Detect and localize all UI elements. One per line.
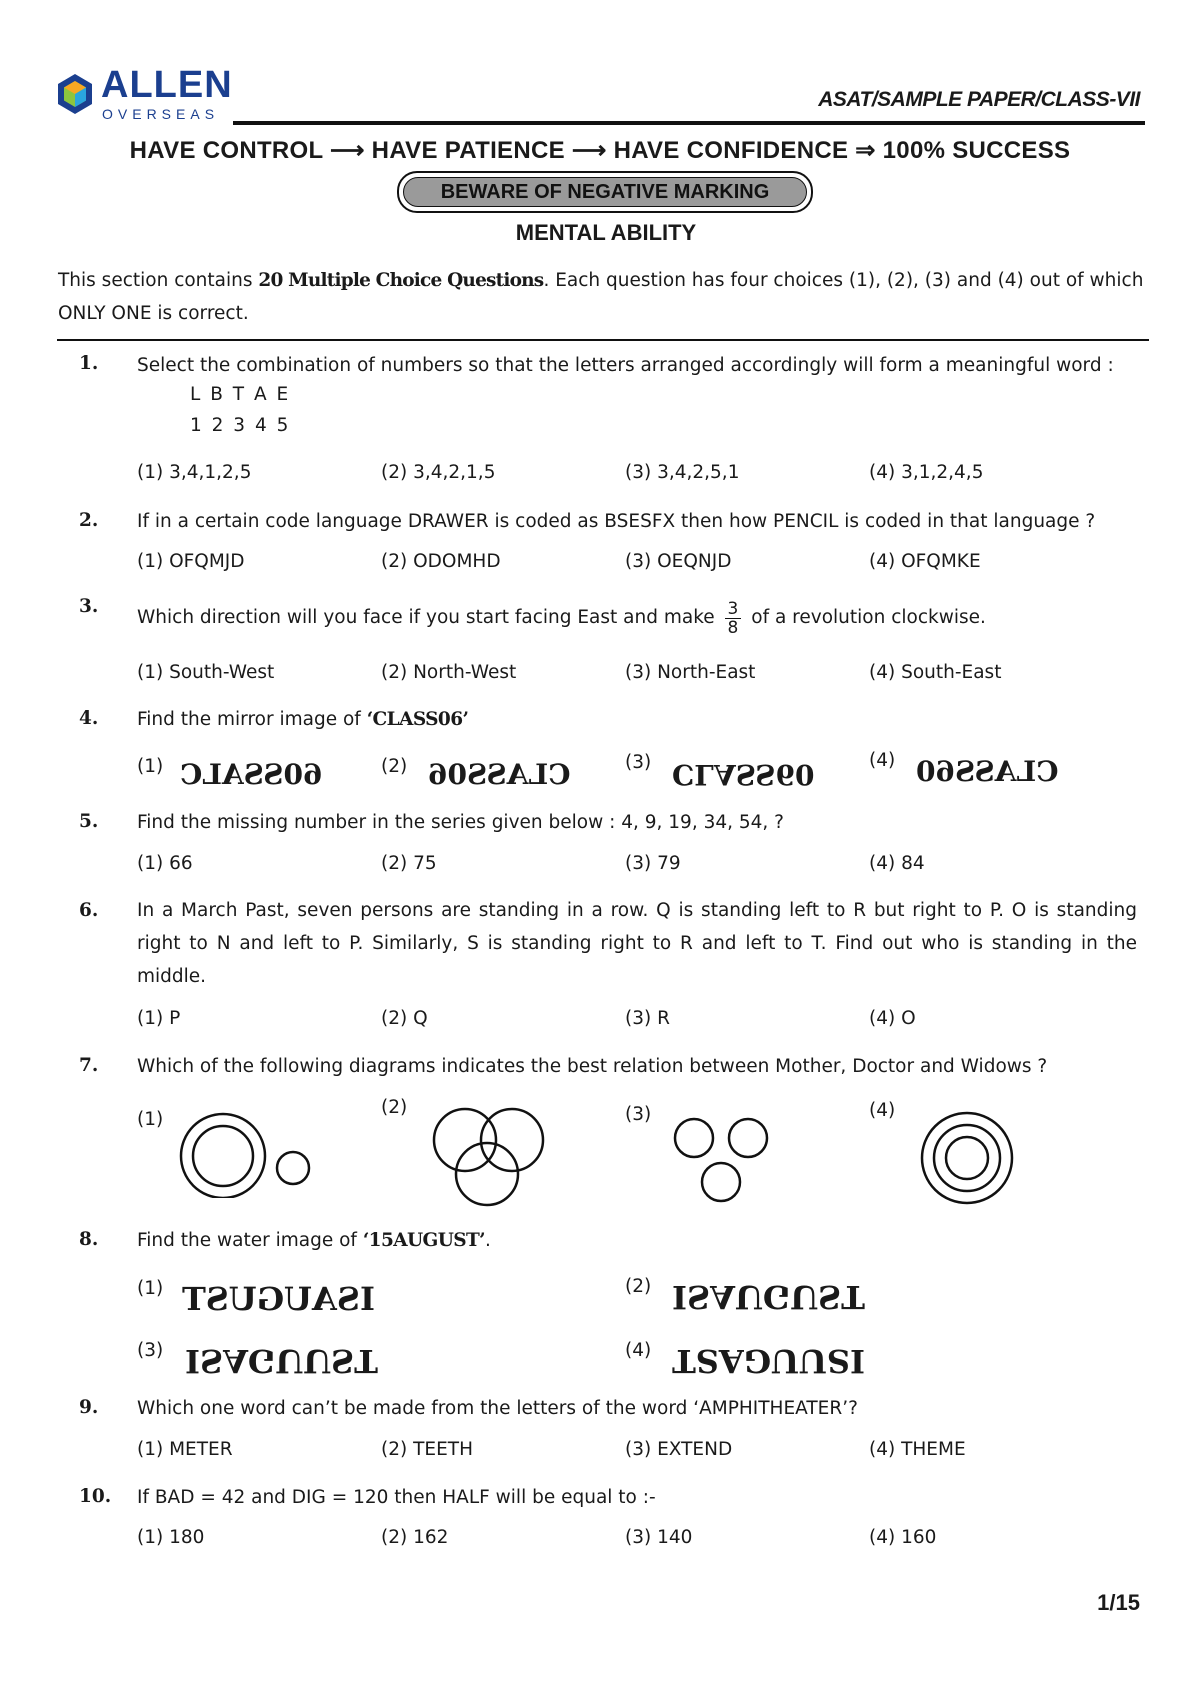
q4-image-text-4: CLASS60 [916, 755, 1059, 788]
q3-text-2: of a revolution clockwise. [751, 607, 986, 628]
q6-option-4[interactable]: (4) O [869, 1008, 916, 1029]
q2-option-4[interactable]: (4) OFQMKE [869, 551, 981, 572]
diagram-3-right-circle [729, 1119, 767, 1157]
question-text-8 [137, 1224, 1149, 1257]
q8-water-image-4[interactable] [672, 1342, 865, 1380]
section-intro [58, 264, 1150, 330]
question-text-9: Which one word can’t be made from the letters of the word ‘AMPHITHEATER’? [137, 1398, 858, 1419]
negative-marking-banner [397, 171, 813, 213]
q3-option-4[interactable]: (4) South-East [869, 662, 1002, 683]
q6-option-1[interactable]: (1) P [137, 1008, 181, 1029]
fraction-three-eighths [725, 600, 742, 637]
q8-water-image-1[interactable] [182, 1280, 375, 1318]
question-text-2: If in a certain code language DRAWER is coded as BSESFX then how PENCIL is coded in that language ? [137, 511, 1096, 532]
q10-option-2[interactable]: (2) 162 [381, 1527, 449, 1548]
section-title: MENTAL ABILITY [515, 220, 697, 245]
fraction-numerator: 3 [725, 600, 742, 619]
hexagon-logo-icon [55, 72, 95, 116]
q8-water-image-3[interactable] [185, 1342, 378, 1380]
q7-option-label-1[interactable]: (1) [137, 1109, 164, 1130]
q4-mirror-image-3[interactable] [672, 758, 815, 791]
fraction-denominator: 8 [727, 617, 739, 638]
q3-option-1[interactable]: (1) South-West [137, 662, 275, 683]
q4-mirror-image-1[interactable] [180, 758, 323, 791]
diagram-4-outer-circle [922, 1113, 1012, 1203]
q5-option-4[interactable]: (4) 84 [869, 853, 925, 874]
q7-option-label-2[interactable]: (2) [381, 1097, 408, 1118]
question-text-5: Find the missing number in the series given below : 4, 9, 19, 34, 54, ? [137, 812, 785, 833]
q4-mirror-image-2[interactable] [428, 758, 571, 791]
motto: HAVE CONTROL ⟶ HAVE PATIENCE ⟶ HAVE CONFIDENCE ⇒ 100% SUCCESS [129, 137, 1071, 164]
q6-option-2[interactable]: (2) Q [381, 1008, 428, 1029]
header-divider [233, 121, 1145, 125]
q4-image-text-1: 60SSALC [180, 758, 323, 791]
q8-option-label-3[interactable]: (3) [137, 1340, 164, 1361]
q8-option-label-1[interactable]: (1) [137, 1278, 164, 1299]
logo-subtitle: OVERSEAS [102, 106, 220, 122]
intro-text-2: . Each question has four choices (1), (2), (3) and (4) out of which ONLY ONE is correct. [58, 270, 1144, 324]
question-number-3: 3. [79, 596, 99, 617]
q10-option-1[interactable]: (1) 180 [137, 1527, 205, 1548]
q5-option-1[interactable]: (1) 66 [137, 853, 193, 874]
intro-text-1: This section contains [58, 270, 259, 291]
question-text-6: In a March Past, seven persons are standing in a row. Q is standing left to R but right to P. O is standing right to N and left to P. Similarly, S is standing right to R and left to T. Find out who is standing in the middle. [137, 900, 1137, 987]
q8-text: Find the water image of [137, 1230, 363, 1251]
q2-option-3[interactable]: (3) OEQNJD [625, 551, 732, 572]
q9-option-4[interactable]: (4) THEME [869, 1439, 966, 1460]
diagram-3-bottom-circle [702, 1163, 740, 1201]
q8-image-text-4: ISUUGAST [672, 1342, 865, 1380]
q4-option-label-4[interactable]: (4) [869, 750, 896, 771]
venn-diagram-1[interactable] [175, 1108, 315, 1198]
intro-bold: 20 Multiple Choice Questions [258, 270, 544, 291]
q4-image-text-3: CLASS60 [672, 758, 815, 791]
q9-option-3[interactable]: (3) EXTEND [625, 1439, 733, 1460]
diagram-1-inner-circle [193, 1126, 253, 1186]
negative-marking-text: BEWARE OF NEGATIVE MARKING [403, 177, 807, 207]
q5-option-3[interactable]: (3) 79 [625, 853, 681, 874]
q1-letters: L B T A E [190, 384, 291, 405]
question-number-5: 5. [79, 811, 99, 832]
q8-word: ‘15AUGUST’ [362, 1230, 486, 1251]
question-number-8: 8. [79, 1229, 99, 1250]
q8-image-text-1: ISAUGUST [182, 1280, 375, 1318]
q10-option-4[interactable]: (4) 160 [869, 1527, 937, 1548]
q1-option-2[interactable]: (2) 3,4,2,1,5 [381, 462, 496, 483]
diagram-2-bottom-circle [456, 1143, 518, 1205]
venn-diagram-4[interactable] [915, 1108, 1025, 1208]
q4-text: Find the mirror image of [137, 709, 367, 730]
page-number: 1/15 [1097, 1590, 1140, 1615]
diagram-2-left-circle [434, 1109, 496, 1171]
q4-option-label-2[interactable]: (2) [381, 756, 408, 777]
allen-logo [55, 64, 235, 122]
q3-text-1: Which direction will you face if you start facing East and make [137, 607, 715, 628]
question-number-9: 9. [79, 1397, 99, 1418]
question-text-1: Select the combination of numbers so that the letters arranged accordingly will form a meaningful word : [137, 355, 1114, 376]
q10-option-3[interactable]: (3) 140 [625, 1527, 693, 1548]
q1-option-3[interactable]: (3) 3,4,2,5,1 [625, 462, 740, 483]
q9-option-2[interactable]: (2) TEETH [381, 1439, 473, 1460]
section-divider [57, 339, 1149, 341]
diagram-4-middle-circle [934, 1125, 1000, 1191]
q4-image-text-2: CLASS06 [428, 758, 571, 791]
question-number-6: 6. [79, 900, 99, 921]
q1-option-1[interactable]: (1) 3,4,1,2,5 [137, 462, 252, 483]
venn-diagram-3[interactable] [668, 1108, 778, 1208]
q8-image-text-3: ISAGUUST [185, 1342, 378, 1380]
q1-option-4[interactable]: (4) 3,1,2,4,5 [869, 462, 984, 483]
q3-option-2[interactable]: (2) North-West [381, 662, 517, 683]
q2-option-2[interactable]: (2) ODOMHD [381, 551, 501, 572]
question-text-3 [137, 590, 1149, 646]
q8-image-text-2: ISAUGUST [672, 1278, 865, 1316]
diagram-3-left-circle [675, 1119, 713, 1157]
q4-option-label-3[interactable]: (3) [625, 752, 652, 773]
q8-text-end: . [485, 1230, 491, 1251]
question-number-4: 4. [79, 708, 99, 729]
question-text-10: If BAD = 42 and DIG = 120 then HALF will be equal to :- [137, 1487, 656, 1508]
question-text-4 [137, 703, 1149, 736]
q3-option-3[interactable]: (3) North-East [625, 662, 756, 683]
q2-option-1[interactable]: (1) OFQMJD [137, 551, 245, 572]
q6-option-3[interactable]: (3) R [625, 1008, 670, 1029]
diagram-2-right-circle [481, 1109, 543, 1171]
q4-mirror-image-4[interactable] [916, 755, 1059, 788]
question-number-7: 7. [79, 1055, 99, 1076]
q8-water-image-2[interactable] [672, 1278, 865, 1316]
question-number-1: 1. [79, 353, 99, 374]
q8-option-label-2[interactable]: (2) [625, 1276, 652, 1297]
q5-option-2[interactable]: (2) 75 [381, 853, 437, 874]
q9-option-1[interactable]: (1) METER [137, 1439, 233, 1460]
question-number-10: 10. [79, 1486, 112, 1507]
q1-numbers: 1 2 3 4 5 [190, 415, 291, 436]
q4-option-label-1[interactable]: (1) [137, 756, 164, 777]
paper-code: ASAT/SAMPLE PAPER/CLASS-VII [818, 88, 1140, 111]
q8-option-label-4[interactable]: (4) [625, 1340, 652, 1361]
q7-option-label-4[interactable]: (4) [869, 1100, 896, 1121]
logo-name: ALLEN [101, 64, 233, 106]
q4-word: ‘CLASS06’ [366, 709, 469, 730]
diagram-1-separate-circle [277, 1152, 309, 1184]
venn-diagram-2[interactable] [425, 1100, 555, 1210]
q7-option-label-3[interactable]: (3) [625, 1104, 652, 1125]
question-number-2: 2. [79, 510, 99, 531]
question-text-7: Which of the following diagrams indicates the best relation between Mother, Doctor and Widows ? [137, 1056, 1048, 1077]
diagram-4-inner-circle [946, 1137, 988, 1179]
